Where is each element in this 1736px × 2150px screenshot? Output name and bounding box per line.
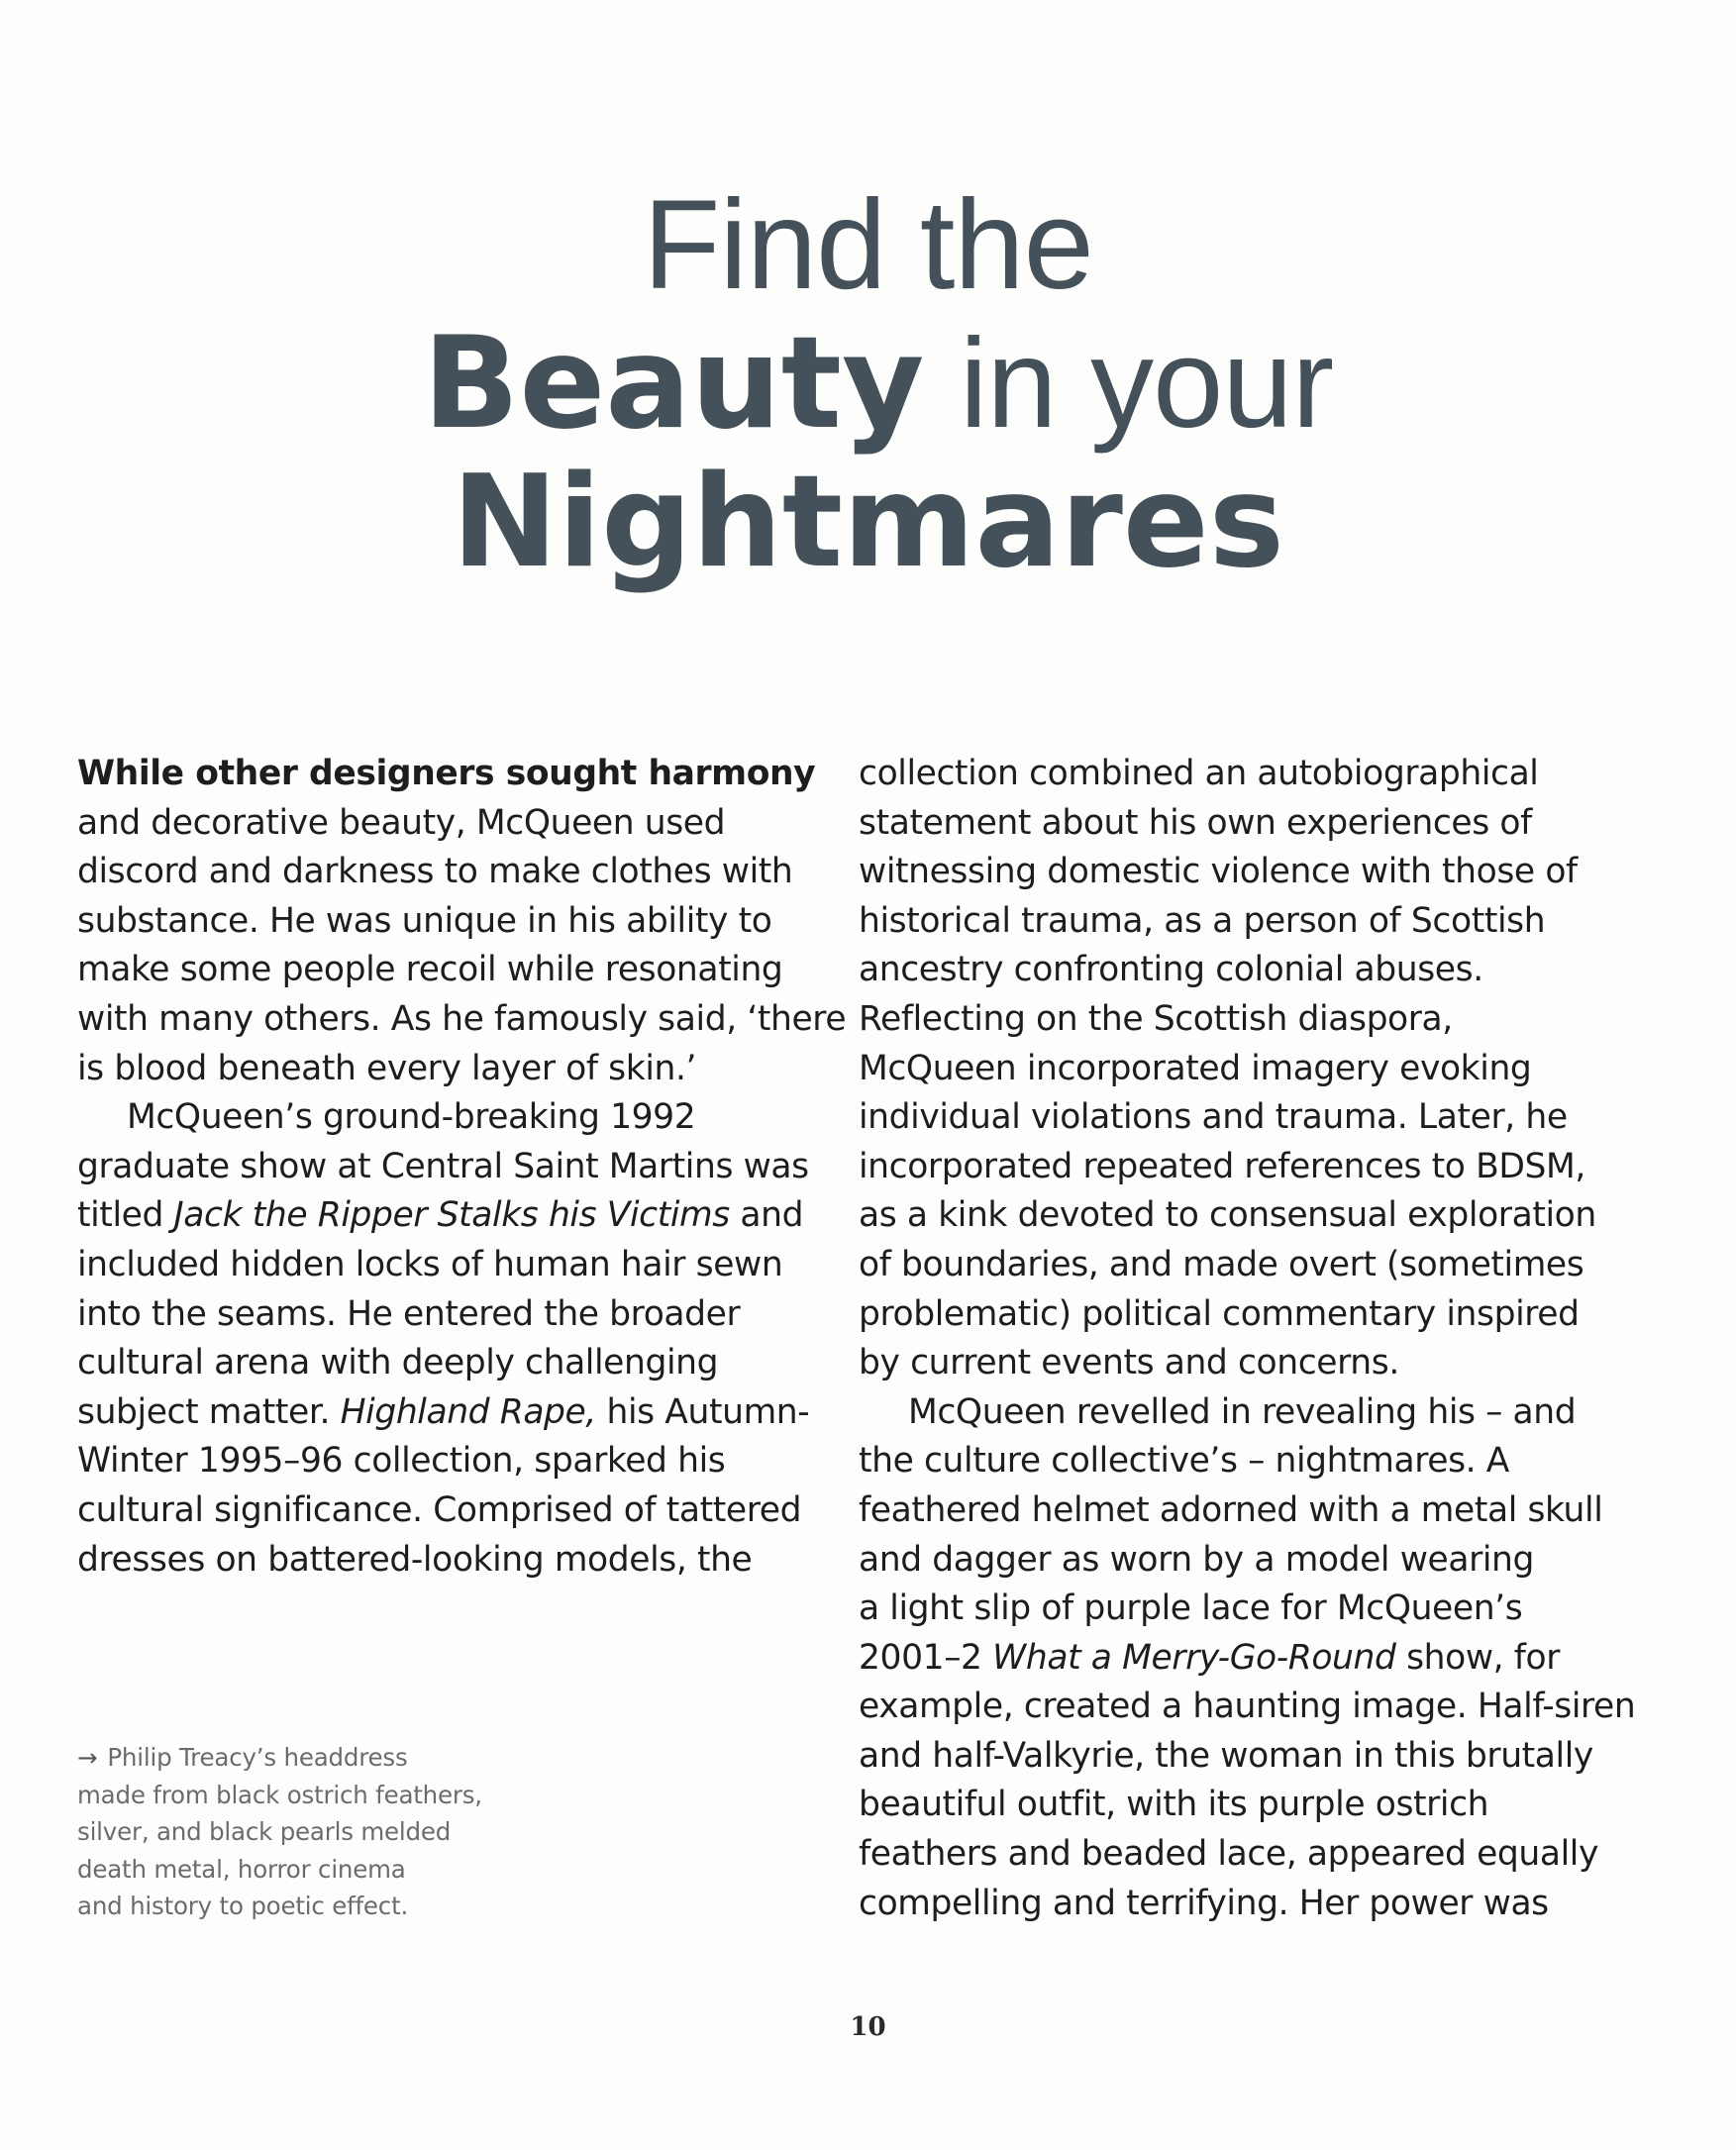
body-line: compelling and terrifying. Her power was bbox=[859, 1883, 1549, 1923]
caption-line: and history to poetic effect. bbox=[77, 1892, 409, 1920]
body-line: problematic) political commentary inspired bbox=[859, 1293, 1580, 1334]
body-line: and dagger as worn by a model wearing bbox=[859, 1539, 1535, 1580]
body-line: by current events and concerns. bbox=[859, 1343, 1399, 1383]
body-text: titled bbox=[77, 1195, 174, 1236]
right-column bbox=[859, 750, 1636, 1928]
body-line: witnessing domestic violence with those of bbox=[859, 852, 1578, 892]
body-line: make some people recoil while resonating bbox=[77, 950, 783, 990]
caption-line: death metal, horror cinema bbox=[77, 1854, 406, 1884]
right-paragraph-2 bbox=[859, 1388, 1636, 1929]
caption-line: silver, and black pearls melded bbox=[77, 1817, 452, 1846]
title-line-2 bbox=[0, 310, 1736, 458]
body-line: a light slip of purple lace for McQueen’s bbox=[859, 1588, 1523, 1629]
body-line: and half-Valkyrie, the woman in this brutally bbox=[859, 1735, 1593, 1776]
page-title bbox=[0, 174, 1736, 596]
left-paragraph-1 bbox=[77, 750, 847, 1093]
body-line: cultural arena with deeply challenging bbox=[77, 1343, 719, 1383]
body-line: Reflecting on the Scottish diaspora, bbox=[859, 998, 1453, 1039]
body-line: and decorative beauty, McQueen used bbox=[77, 802, 726, 843]
page-number: 10 bbox=[850, 2012, 886, 2042]
body-text: 2001–2 bbox=[859, 1637, 993, 1678]
title-text-find-the: Find the bbox=[643, 174, 1093, 316]
right-paragraph-1 bbox=[859, 750, 1611, 1388]
left-column bbox=[77, 750, 847, 1585]
body-line: the culture collective’s – nightmares. A bbox=[859, 1441, 1509, 1482]
body-line: collection combined an autobiographical bbox=[859, 754, 1539, 793]
body-line: statement about his own experiences of bbox=[859, 802, 1532, 843]
caption-text: Philip Treacy’s headdress bbox=[107, 1743, 408, 1772]
body-line: included hidden locks of human hair sewn bbox=[77, 1244, 783, 1284]
body-line: feathers and beaded lace, appeared equally bbox=[859, 1834, 1598, 1875]
body-line: example, created a haunting image. Half-siren bbox=[859, 1687, 1636, 1727]
body-line bbox=[77, 1191, 830, 1241]
body-text: his Autumn- bbox=[595, 1391, 810, 1432]
title-text-in-your: in your bbox=[959, 313, 1334, 455]
body-line: feathered helmet adorned with a metal skull bbox=[859, 1489, 1603, 1530]
left-paragraph-2 bbox=[77, 1093, 830, 1585]
lead-in-text: While other designers sought harmony bbox=[77, 754, 816, 793]
body-line: McQueen revelled in revealing his – and bbox=[908, 1391, 1577, 1432]
body-line: Winter 1995–96 collection, sparked his bbox=[77, 1441, 726, 1482]
title-text-beauty: Beauty bbox=[422, 310, 925, 458]
title-line-3 bbox=[0, 449, 1736, 596]
body-line: is blood beneath every layer of skin.’ bbox=[77, 1048, 697, 1088]
body-line: McQueen’s ground-breaking 1992 bbox=[127, 1097, 696, 1138]
body-line: historical trauma, as a person of Scottish bbox=[859, 900, 1546, 941]
body-line: into the seams. He entered the broader bbox=[77, 1293, 741, 1334]
body-line: as a kink devoted to consensual exploration bbox=[859, 1195, 1596, 1236]
body-line: discord and darkness to make clothes with bbox=[77, 852, 793, 892]
image-caption bbox=[77, 1739, 533, 1925]
body-line: with many others. As he famously said, ‘there bbox=[77, 998, 847, 1039]
work-title-highland-rape: Highland Rape, bbox=[340, 1391, 596, 1432]
body-line: substance. He was unique in his ability to bbox=[77, 900, 772, 941]
body-text: and bbox=[729, 1195, 804, 1236]
arrow-right-icon: → bbox=[77, 1743, 98, 1772]
title-text-nightmares: Nightmares bbox=[452, 449, 1284, 596]
body-line: of boundaries, and made overt (sometimes bbox=[859, 1244, 1584, 1284]
body-line: graduate show at Central Saint Martins was bbox=[77, 1146, 809, 1186]
work-title-jack-the-ripper: Jack the Ripper Stalks his Victims bbox=[173, 1195, 730, 1236]
caption-line bbox=[77, 1739, 533, 1777]
caption-line: made from black ostrich feathers, bbox=[77, 1780, 482, 1809]
body-line: beautiful outfit, with its purple ostrich bbox=[859, 1785, 1489, 1825]
title-line-1 bbox=[0, 176, 1736, 315]
body-line: McQueen incorporated imagery evoking bbox=[859, 1048, 1532, 1088]
work-title-what-a-merry-go-round: What a Merry-Go-Round bbox=[992, 1637, 1396, 1678]
body-line: cultural significance. Comprised of tattered bbox=[77, 1489, 802, 1530]
body-line bbox=[859, 1634, 1611, 1684]
body-line: dresses on battered-looking models, the bbox=[77, 1539, 753, 1580]
body-line: incorporated repeated references to BDSM, bbox=[859, 1146, 1585, 1186]
body-text: show, for bbox=[1395, 1637, 1561, 1678]
body-line: individual violations and trauma. Later, he bbox=[859, 1097, 1568, 1138]
body-line: ancestry confronting colonial abuses. bbox=[859, 950, 1483, 990]
body-text: subject matter. bbox=[77, 1391, 341, 1432]
body-line bbox=[77, 1388, 830, 1438]
